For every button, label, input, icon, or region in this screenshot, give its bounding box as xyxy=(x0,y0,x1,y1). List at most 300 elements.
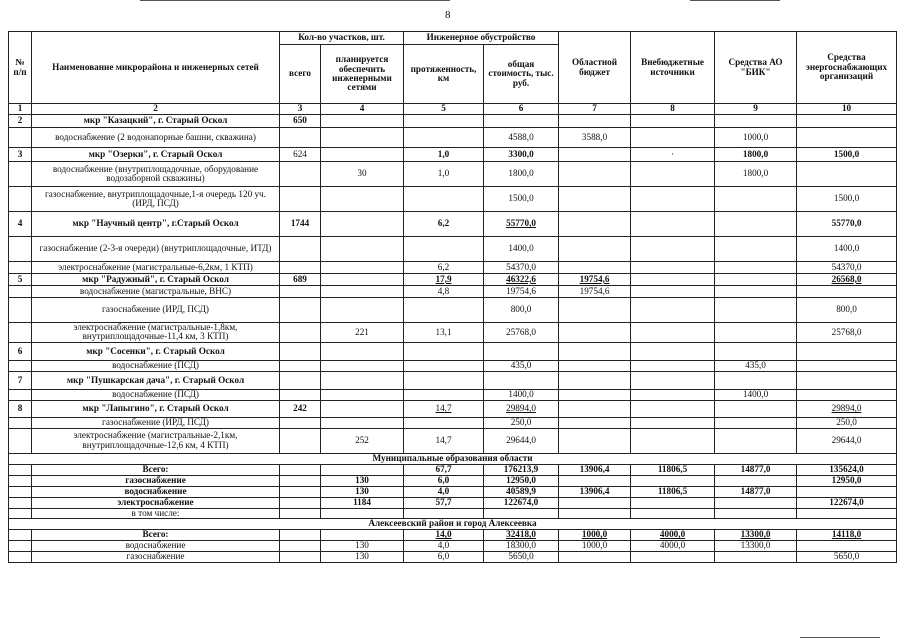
cell-extra: · xyxy=(631,148,715,162)
cell-length: 6,2 xyxy=(404,212,484,237)
cell-energy: 29644,0 xyxy=(797,428,897,453)
table-row xyxy=(9,428,897,453)
cell-extra: 4000,0 xyxy=(631,541,715,552)
table-row xyxy=(9,475,897,486)
column-number: 10 xyxy=(797,104,897,115)
cell-name: Всего: xyxy=(32,464,280,475)
cell-no xyxy=(9,162,32,187)
cell-name: электроснабжение (магистральные-1,8км, внутриплощадочные-11,4 км, 3 КТП) xyxy=(32,323,280,343)
cell-no xyxy=(9,530,32,541)
column-number: 5 xyxy=(404,104,484,115)
cell-regional: 13906,4 xyxy=(559,464,631,475)
cell-regional xyxy=(559,187,631,212)
cell-energy: 135624,0 xyxy=(797,464,897,475)
cell-bik: 435,0 xyxy=(715,360,797,371)
cell-length: 6,0 xyxy=(404,475,484,486)
table-row xyxy=(9,212,897,237)
cell-name: электроснабжение xyxy=(32,497,280,508)
cell-length xyxy=(404,187,484,212)
top-rule-left xyxy=(140,0,450,1)
cell-energy xyxy=(797,371,897,389)
table-row xyxy=(9,115,897,128)
cell-length: 14,0 xyxy=(404,530,484,541)
cell-regional xyxy=(559,497,631,508)
cell-name: мкр "Сосенки", г. Старый Оскол xyxy=(32,342,280,360)
table-row xyxy=(9,552,897,563)
cell-cost: 29644,0 xyxy=(484,428,559,453)
header-col-planned: планируется обеспечить инженерными сетями xyxy=(321,45,404,104)
cell-extra xyxy=(631,128,715,148)
cell-planned: 130 xyxy=(321,486,404,497)
column-number: 1 xyxy=(9,104,32,115)
cell-energy: 122674,0 xyxy=(797,497,897,508)
cell-bik xyxy=(715,323,797,343)
cell-energy xyxy=(797,115,897,128)
header-col-length: протяженность, км xyxy=(404,45,484,104)
cell-length xyxy=(404,371,484,389)
cell-bik xyxy=(715,497,797,508)
cell-regional xyxy=(559,298,631,323)
cell-extra: 11806,5 xyxy=(631,464,715,475)
cell-length xyxy=(404,342,484,360)
cell-regional xyxy=(559,360,631,371)
cell-total xyxy=(280,497,321,508)
column-number: 4 xyxy=(321,104,404,115)
cell-regional xyxy=(559,237,631,262)
table-row xyxy=(9,497,897,508)
cell-total xyxy=(280,237,321,262)
cell-cost: 55770,0 xyxy=(484,212,559,237)
cell-length: 4,8 xyxy=(404,286,484,298)
cell-planned xyxy=(321,187,404,212)
cell-cost xyxy=(484,115,559,128)
table-row xyxy=(9,262,897,274)
cell-planned: 1184 xyxy=(321,497,404,508)
cell-extra xyxy=(631,508,715,518)
cell-no xyxy=(9,552,32,563)
cell-regional xyxy=(559,428,631,453)
cell-planned: 30 xyxy=(321,162,404,187)
cell-no xyxy=(9,508,32,518)
cell-planned xyxy=(321,464,404,475)
cell-bik: 1800,0 xyxy=(715,148,797,162)
cell-cost: 54370,0 xyxy=(484,262,559,274)
cell-planned xyxy=(321,530,404,541)
cell-no xyxy=(9,323,32,343)
cell-planned xyxy=(321,115,404,128)
cell-no xyxy=(9,286,32,298)
cell-total xyxy=(280,541,321,552)
cell-cost: 32418,0 xyxy=(484,530,559,541)
cell-no: 8 xyxy=(9,400,32,417)
cell-energy: 1500,0 xyxy=(797,148,897,162)
cell-energy: 250,0 xyxy=(797,417,897,428)
cell-name: газоснабжение (2-3-я очереди) (внутриплощадочные, ИТД) xyxy=(32,237,280,262)
cell-cost: 176213,9 xyxy=(484,464,559,475)
cell-cost: 5650,0 xyxy=(484,552,559,563)
cell-total: 242 xyxy=(280,400,321,417)
cell-bik xyxy=(715,475,797,486)
column-number: 9 xyxy=(715,104,797,115)
cell-energy xyxy=(797,128,897,148)
cell-name: мкр "Казацкий", г. Старый Оскол xyxy=(32,115,280,128)
cell-length: 14,7 xyxy=(404,428,484,453)
cell-length: 4,0 xyxy=(404,486,484,497)
cell-bik xyxy=(715,371,797,389)
cell-extra xyxy=(631,552,715,563)
table-row xyxy=(9,360,897,371)
cell-cost: 4588,0 xyxy=(484,128,559,148)
cell-total: 624 xyxy=(280,148,321,162)
cell-regional xyxy=(559,262,631,274)
cell-total xyxy=(280,262,321,274)
cell-length xyxy=(404,389,484,400)
cell-planned xyxy=(321,298,404,323)
cell-name: водоснабжение (2 водонапорные башни, скважина) xyxy=(32,128,280,148)
section-title: Алексеевский район и город Алексеевка xyxy=(9,519,897,530)
cell-planned xyxy=(321,286,404,298)
cell-total xyxy=(280,371,321,389)
table-row xyxy=(9,389,897,400)
cell-length xyxy=(404,298,484,323)
cell-bik: 14877,0 xyxy=(715,486,797,497)
cell-extra xyxy=(631,400,715,417)
cell-length xyxy=(404,508,484,518)
cell-name: водоснабжение xyxy=(32,541,280,552)
cell-energy: 14118,0 xyxy=(797,530,897,541)
table-row xyxy=(9,148,897,162)
header-col-total: всего xyxy=(280,45,321,104)
cell-extra xyxy=(631,262,715,274)
cell-no xyxy=(9,360,32,371)
cell-no xyxy=(9,128,32,148)
cell-length xyxy=(404,417,484,428)
cell-no xyxy=(9,541,32,552)
cell-length: 4,0 xyxy=(404,541,484,552)
cell-bik xyxy=(715,428,797,453)
cell-regional xyxy=(559,417,631,428)
cell-length: 13,1 xyxy=(404,323,484,343)
cell-regional: 3588,0 xyxy=(559,128,631,148)
cell-planned xyxy=(321,360,404,371)
cell-no xyxy=(9,298,32,323)
cell-cost xyxy=(484,342,559,360)
cell-extra xyxy=(631,428,715,453)
cell-extra xyxy=(631,162,715,187)
cell-planned xyxy=(321,417,404,428)
cell-regional xyxy=(559,212,631,237)
cell-energy: 29894,0 xyxy=(797,400,897,417)
cell-name: Всего: xyxy=(32,530,280,541)
cell-regional: 19754,6 xyxy=(559,274,631,286)
cell-bik xyxy=(715,262,797,274)
cell-total xyxy=(280,323,321,343)
cell-no xyxy=(9,187,32,212)
cell-name: электроснабжение (магистральные-2,1км, внутриплощадочные-12,6 км, 4 КТП) xyxy=(32,428,280,453)
cell-cost: 18300,0 xyxy=(484,541,559,552)
cell-energy xyxy=(797,486,897,497)
cell-total xyxy=(280,417,321,428)
cell-energy: 1400,0 xyxy=(797,237,897,262)
cell-energy xyxy=(797,286,897,298)
cell-name: мкр "Лапыгино", г. Старый Оскол xyxy=(32,400,280,417)
cell-cost: 3300,0 xyxy=(484,148,559,162)
cell-cost: 46322,6 xyxy=(484,274,559,286)
bottom-rule xyxy=(800,637,880,638)
cell-length: 1,0 xyxy=(404,148,484,162)
cell-extra xyxy=(631,274,715,286)
cell-extra xyxy=(631,497,715,508)
section-header-row xyxy=(9,519,897,530)
cell-total xyxy=(280,475,321,486)
cell-total xyxy=(280,162,321,187)
cell-length: 57,7 xyxy=(404,497,484,508)
header-col-regional: Областной бюджет xyxy=(559,32,631,104)
cell-name: мкр "Озерки", г. Старый Оскол xyxy=(32,148,280,162)
cell-no: 7 xyxy=(9,371,32,389)
column-number: 3 xyxy=(280,104,321,115)
column-number: 6 xyxy=(484,104,559,115)
table-row xyxy=(9,464,897,475)
top-rule-right xyxy=(690,0,780,1)
cell-length xyxy=(404,360,484,371)
cell-extra xyxy=(631,298,715,323)
table-row xyxy=(9,508,897,518)
cell-no: 3 xyxy=(9,148,32,162)
cell-length xyxy=(404,115,484,128)
cell-extra xyxy=(631,389,715,400)
table-row xyxy=(9,298,897,323)
cell-length: 6,2 xyxy=(404,262,484,274)
header-col-no: № п/п xyxy=(9,32,32,104)
cell-regional: 1000,0 xyxy=(559,530,631,541)
cell-cost: 800,0 xyxy=(484,298,559,323)
cell-planned xyxy=(321,262,404,274)
cell-name: газоснабжение (ИРД, ПСД) xyxy=(32,298,280,323)
page-number: 8 xyxy=(445,9,451,21)
cell-total xyxy=(280,187,321,212)
cell-cost: 250,0 xyxy=(484,417,559,428)
cell-regional xyxy=(559,342,631,360)
cell-bik: 13300,0 xyxy=(715,541,797,552)
cell-bik xyxy=(715,400,797,417)
header-col-name: Наименование микрорайона и инженерных сетей xyxy=(32,32,280,104)
cell-cost: 40589,9 xyxy=(484,486,559,497)
cell-cost: 1500,0 xyxy=(484,187,559,212)
cell-extra xyxy=(631,187,715,212)
cell-total: 650 xyxy=(280,115,321,128)
cell-extra xyxy=(631,371,715,389)
cell-name: мкр "Радужный", г. Старый Оскол xyxy=(32,274,280,286)
cell-regional: 1000,0 xyxy=(559,541,631,552)
cell-cost: 122674,0 xyxy=(484,497,559,508)
cell-name: водоснабжение (ПСД) xyxy=(32,389,280,400)
cell-name: мкр "Научный центр", г.Старый Оскол xyxy=(32,212,280,237)
cell-name: газоснабжение, внутриплощадочные,1-я очередь 120 уч. (ИРД, ПСД) xyxy=(32,187,280,212)
table-row xyxy=(9,237,897,262)
cell-planned xyxy=(321,128,404,148)
cell-planned: 130 xyxy=(321,552,404,563)
cell-no: 4 xyxy=(9,212,32,237)
cell-extra xyxy=(631,417,715,428)
table-row xyxy=(9,371,897,389)
cell-energy xyxy=(797,389,897,400)
table-row xyxy=(9,274,897,286)
cell-total xyxy=(280,128,321,148)
cell-extra xyxy=(631,115,715,128)
cell-planned xyxy=(321,274,404,286)
cell-extra xyxy=(631,237,715,262)
cell-extra xyxy=(631,475,715,486)
cell-cost: 435,0 xyxy=(484,360,559,371)
cell-no: 5 xyxy=(9,274,32,286)
cell-energy xyxy=(797,162,897,187)
cell-regional: 19754,6 xyxy=(559,286,631,298)
cell-bik: 1800,0 xyxy=(715,162,797,187)
cell-length: 14,7 xyxy=(404,400,484,417)
cell-bik xyxy=(715,274,797,286)
cell-planned: 221 xyxy=(321,323,404,343)
cell-planned: 130 xyxy=(321,475,404,486)
cell-regional xyxy=(559,552,631,563)
table-row xyxy=(9,541,897,552)
cell-cost: 1800,0 xyxy=(484,162,559,187)
cell-planned xyxy=(321,148,404,162)
cell-total xyxy=(280,428,321,453)
column-number: 8 xyxy=(631,104,715,115)
cell-name: водоснабжение (ПСД) xyxy=(32,360,280,371)
cell-extra xyxy=(631,323,715,343)
column-number: 7 xyxy=(559,104,631,115)
cell-energy: 25768,0 xyxy=(797,323,897,343)
cell-total xyxy=(280,464,321,475)
table-row xyxy=(9,400,897,417)
table-row xyxy=(9,486,897,497)
cell-planned: 252 xyxy=(321,428,404,453)
header-col-bik: Средства АО "БИК" xyxy=(715,32,797,104)
cell-length: 1,0 xyxy=(404,162,484,187)
cell-planned xyxy=(321,342,404,360)
cell-bik: 1400,0 xyxy=(715,389,797,400)
cell-name: мкр "Пушкарская дача", г. Старый Оскол xyxy=(32,371,280,389)
cell-no xyxy=(9,464,32,475)
cell-no xyxy=(9,417,32,428)
cell-total xyxy=(280,286,321,298)
cell-bik xyxy=(715,187,797,212)
cell-total: 1744 xyxy=(280,212,321,237)
header-group-plots: Кол-во участков, шт. xyxy=(280,32,404,45)
cell-bik: 13300,0 xyxy=(715,530,797,541)
cell-bik: 1000,0 xyxy=(715,128,797,148)
cell-planned xyxy=(321,237,404,262)
cell-regional xyxy=(559,323,631,343)
header-col-energy: Средства энергоснабжающих организаций xyxy=(797,32,897,104)
cell-no: 2 xyxy=(9,115,32,128)
cell-regional: 13906,4 xyxy=(559,486,631,497)
cell-planned xyxy=(321,371,404,389)
cell-no xyxy=(9,237,32,262)
column-number: 2 xyxy=(32,104,280,115)
cell-length: 67,7 xyxy=(404,464,484,475)
table-row xyxy=(9,323,897,343)
cell-no xyxy=(9,497,32,508)
column-number-row xyxy=(9,104,897,115)
cell-total xyxy=(280,508,321,518)
cell-energy: 5650,0 xyxy=(797,552,897,563)
cell-extra: 11806,5 xyxy=(631,486,715,497)
cell-energy: 26568,0 xyxy=(797,274,897,286)
cell-total xyxy=(280,530,321,541)
cell-energy: 12950,0 xyxy=(797,475,897,486)
cell-total xyxy=(280,486,321,497)
cell-no xyxy=(9,389,32,400)
cell-energy xyxy=(797,541,897,552)
cell-cost: 25768,0 xyxy=(484,323,559,343)
table-row xyxy=(9,187,897,212)
cell-extra xyxy=(631,342,715,360)
cell-extra xyxy=(631,360,715,371)
cell-bik xyxy=(715,237,797,262)
cell-length: 6,0 xyxy=(404,552,484,563)
cell-total xyxy=(280,360,321,371)
cell-total xyxy=(280,389,321,400)
cell-name: газоснабжение xyxy=(32,552,280,563)
cell-cost: 29894,0 xyxy=(484,400,559,417)
cell-cost: 1400,0 xyxy=(484,389,559,400)
table-row xyxy=(9,530,897,541)
cell-extra xyxy=(631,212,715,237)
cell-regional xyxy=(559,508,631,518)
cell-bik xyxy=(715,286,797,298)
cell-bik xyxy=(715,298,797,323)
cell-planned xyxy=(321,389,404,400)
cell-total: 689 xyxy=(280,274,321,286)
cell-name: электроснабжение (магистральные-6,2км, 1 КТП) xyxy=(32,262,280,274)
cell-energy xyxy=(797,342,897,360)
cell-cost: 19754,6 xyxy=(484,286,559,298)
cell-no xyxy=(9,428,32,453)
cell-energy: 54370,0 xyxy=(797,262,897,274)
cell-energy xyxy=(797,360,897,371)
cell-length xyxy=(404,128,484,148)
cell-name: газоснабжение xyxy=(32,475,280,486)
engineering-networks-table xyxy=(8,31,897,563)
cell-cost: 1400,0 xyxy=(484,237,559,262)
cell-cost xyxy=(484,508,559,518)
cell-no: 6 xyxy=(9,342,32,360)
header-group-infra: Инженерное обустройство xyxy=(404,32,559,45)
cell-no xyxy=(9,486,32,497)
cell-regional xyxy=(559,148,631,162)
cell-bik xyxy=(715,212,797,237)
cell-extra xyxy=(631,286,715,298)
cell-bik xyxy=(715,115,797,128)
cell-planned xyxy=(321,508,404,518)
cell-bik xyxy=(715,417,797,428)
header-col-cost: общая стоимость, тыс. руб. xyxy=(484,45,559,104)
cell-no xyxy=(9,262,32,274)
cell-energy: 1500,0 xyxy=(797,187,897,212)
table-row xyxy=(9,417,897,428)
cell-energy: 800,0 xyxy=(797,298,897,323)
cell-regional xyxy=(559,400,631,417)
cell-energy xyxy=(797,508,897,518)
cell-bik xyxy=(715,342,797,360)
header-col-extra: Внебюджетные источники xyxy=(631,32,715,104)
cell-length: 17,9 xyxy=(404,274,484,286)
cell-regional xyxy=(559,162,631,187)
cell-name: газоснабжение (ИРД, ПСД) xyxy=(32,417,280,428)
